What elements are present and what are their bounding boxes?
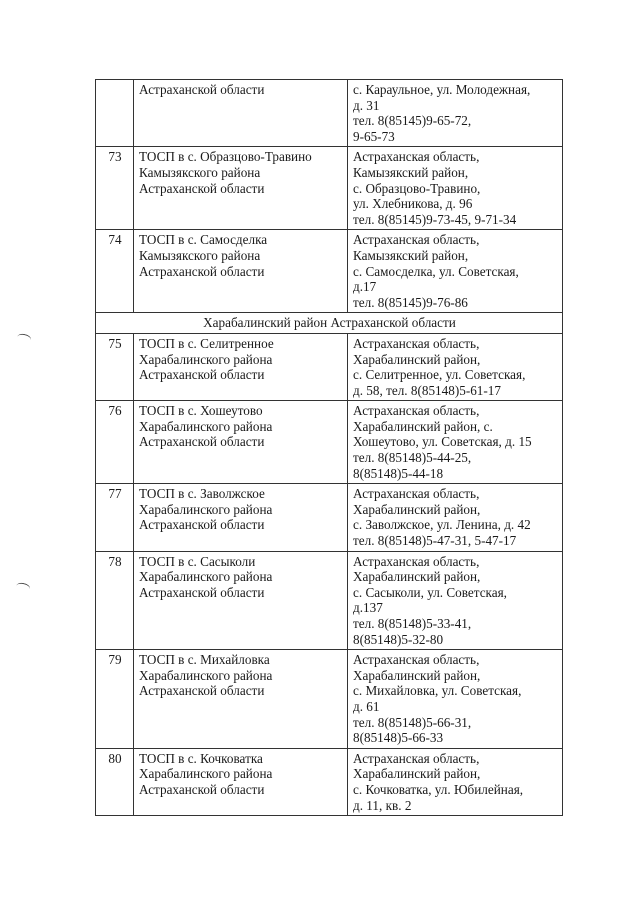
office-name-line: Харабалинского района: [139, 418, 273, 434]
office-address-line: тел. 8(85148)5-66-31,: [353, 714, 472, 730]
office-address-line: Астраханская область,: [353, 750, 480, 766]
office-name-line: ТОСП в с. Самосделка: [139, 232, 268, 248]
office-name-line: Камызякского района: [139, 247, 261, 263]
table-row: [96, 551, 563, 650]
office-address-cell: [348, 230, 563, 313]
office-address-line: Харабалинский район,: [353, 351, 481, 367]
section-heading: Харабалинский район Астраханской области: [96, 313, 563, 334]
office-address-line: с. Караульное, ул. Молодежная,: [353, 82, 531, 97]
office-name-line: Астраханской области: [139, 517, 265, 533]
office-name-cell: [134, 230, 348, 313]
office-address-line: с. Образцово-Травино,: [353, 180, 481, 196]
table-row: [96, 401, 563, 484]
office-address-line: Харабалинский район,: [353, 569, 481, 585]
office-address-line: 8(85148)5-32-80: [353, 631, 444, 647]
office-address-line: с. Михайловка, ул. Советская,: [353, 683, 522, 699]
office-address-cell: [348, 333, 563, 400]
office-name-line: ТОСП в с. Сасыколи: [139, 553, 256, 569]
office-name-line: Астраханской области: [139, 434, 265, 450]
table-row: [96, 333, 563, 400]
office-address-line: Харабалинский район, с.: [353, 418, 493, 434]
table-row: [96, 230, 563, 313]
office-address-line: Астраханская область,: [353, 335, 480, 351]
row-number: 74: [96, 230, 134, 313]
office-address-line: Камызякский район,: [353, 164, 469, 180]
office-address-line: д.17: [353, 279, 377, 295]
section-row: [96, 313, 563, 334]
office-name-cell: [134, 333, 348, 400]
office-address-line: Астраханская область,: [353, 486, 480, 502]
office-address-line: д. 31: [353, 97, 380, 113]
office-name-line: Астраханской области: [139, 180, 265, 196]
office-name-line: ТОСП в с. Селитренное: [139, 335, 274, 351]
table-row: [96, 147, 563, 230]
office-address-cell: [348, 80, 563, 147]
office-name-line: Астраханской области: [139, 584, 265, 600]
office-address-line: тел. 8(85145)9-73-45, 9-71-34: [353, 211, 517, 227]
table-row: [96, 80, 563, 147]
registry-section: [96, 313, 563, 334]
office-name-line: Харабалинского района: [139, 501, 273, 517]
office-address-line: Харабалинский район,: [353, 667, 481, 683]
office-address-line: тел. 8(85148)5-44-25,: [353, 450, 472, 466]
office-name-cell: [134, 551, 348, 650]
office-name-line: Астраханской области: [139, 263, 265, 279]
office-address-line: 8(85148)5-66-33: [353, 730, 444, 746]
office-address-cell: [348, 650, 563, 749]
office-name-line: ТОСП в с. Заволжское: [139, 486, 265, 502]
scan-mark: [16, 333, 32, 345]
office-name-cell: [134, 484, 348, 551]
office-address-cell: [348, 748, 563, 815]
office-address-line: Камызякский район,: [353, 247, 469, 263]
office-address-line: тел. 8(85148)5-47-31, 5-47-17: [353, 533, 517, 549]
office-address-line: Астраханская область,: [353, 232, 480, 248]
office-address-line: Харабалинский район,: [353, 501, 481, 517]
office-address-line: Астраханская область,: [353, 403, 480, 419]
office-address-line: с. Кочковатка, ул. Юбилейная,: [353, 781, 524, 797]
office-address-line: Астраханская область,: [353, 553, 480, 569]
office-name-line: Харабалинского района: [139, 667, 273, 683]
registry-rows-kamyzyak: [96, 80, 563, 313]
office-address-cell: [348, 147, 563, 230]
office-address-line: 8(85148)5-44-18: [353, 465, 444, 481]
office-registry-table: [95, 79, 563, 816]
office-address-line: 9-65-73: [353, 128, 395, 144]
scan-mark: [15, 582, 31, 594]
table-row: [96, 650, 563, 749]
row-number: 78: [96, 551, 134, 650]
office-address-line: д. 61: [353, 698, 380, 714]
office-address-line: тел. 8(85145)9-76-86: [353, 294, 468, 310]
office-address-cell: [348, 401, 563, 484]
office-address-line: д.137: [353, 600, 383, 616]
office-name-cell: [134, 650, 348, 749]
office-name-cell: [134, 147, 348, 230]
office-address-line: с. Сасыколи, ул. Советская,: [353, 584, 507, 600]
office-address-cell: [348, 484, 563, 551]
office-name-cell: [134, 401, 348, 484]
office-address-line: Хошеутово, ул. Советская, д. 15: [353, 434, 532, 450]
office-address-line: тел. 8(85145)9-65-72,: [353, 113, 472, 129]
office-address-line: с. Заволжское, ул. Ленина, д. 42: [353, 517, 531, 533]
office-address-cell: [348, 551, 563, 650]
office-name-cell: [134, 80, 348, 147]
row-number: 75: [96, 333, 134, 400]
row-number: 77: [96, 484, 134, 551]
office-name-line: ТОСП в с. Кочковатка: [139, 750, 263, 766]
office-name-line: Харабалинского района: [139, 351, 273, 367]
office-name-cell: [134, 748, 348, 815]
office-name-line: Харабалинского района: [139, 569, 273, 585]
office-address-line: с. Самосделка, ул. Советская,: [353, 263, 519, 279]
office-address-line: Харабалинский район,: [353, 766, 481, 782]
office-name-line: ТОСП в с. Образцово-Травино: [139, 149, 312, 165]
row-number: 79: [96, 650, 134, 749]
office-name-line: Астраханской области: [139, 781, 265, 797]
row-number: [96, 80, 134, 147]
registry-rows-kharabali: [96, 333, 563, 815]
table-row: [96, 484, 563, 551]
office-address-line: д. 11, кв. 2: [353, 797, 412, 813]
row-number: 80: [96, 748, 134, 815]
office-address-line: ул. Хлебникова, д. 96: [353, 196, 473, 212]
office-name-line: ТОСП в с. Хошеутово: [139, 403, 263, 419]
office-name-line: Камызякского района: [139, 164, 261, 180]
office-address-line: Астраханская область,: [353, 652, 480, 668]
office-address-line: Астраханская область,: [353, 149, 480, 165]
office-address-line: д. 58, тел. 8(85148)5-61-17: [353, 382, 501, 398]
office-name-line: Астраханской области: [139, 367, 265, 383]
row-number: 76: [96, 401, 134, 484]
office-name-line: ТОСП в с. Михайловка: [139, 652, 270, 668]
table-row: [96, 748, 563, 815]
office-address-line: с. Селитренное, ул. Советская,: [353, 367, 526, 383]
office-address-line: тел. 8(85148)5-33-41,: [353, 616, 472, 631]
office-name-line: Харабалинского района: [139, 766, 273, 782]
office-name-line: Астраханской области: [139, 683, 265, 699]
row-number: 73: [96, 147, 134, 230]
office-name-line: Астраханской области: [139, 82, 265, 97]
